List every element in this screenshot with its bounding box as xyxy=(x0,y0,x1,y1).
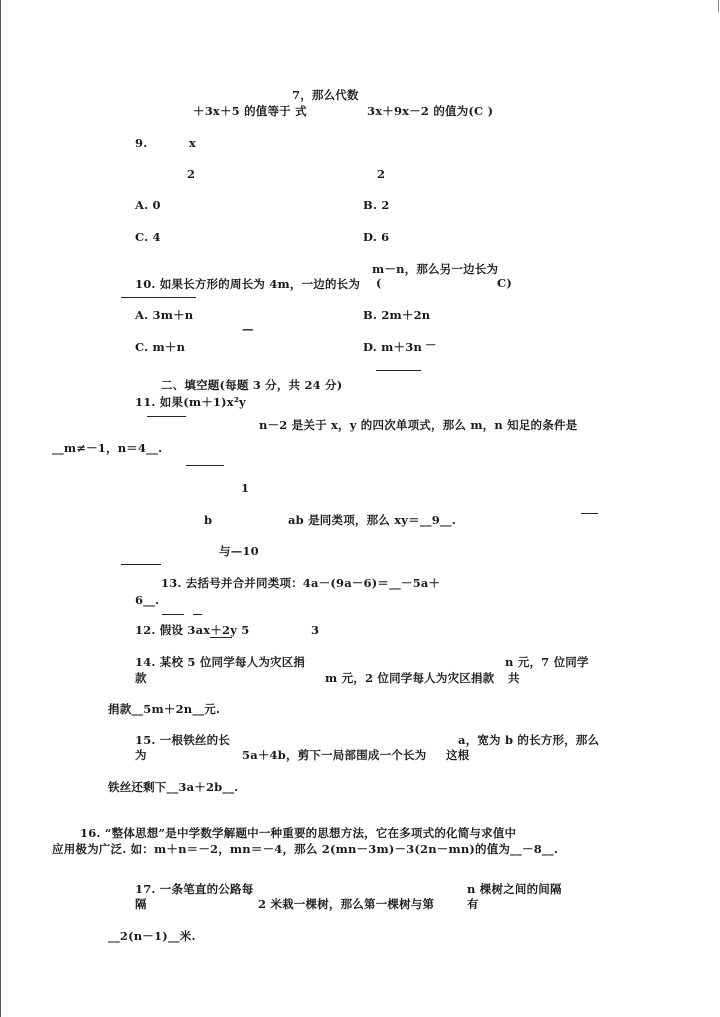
q14-line1-left: 14. 某校 5 位同学每人为灾区捐 xyxy=(135,655,306,669)
q10-top-fragment: m－n，那么另一边长为 xyxy=(372,262,499,276)
q10-dash-2: － xyxy=(425,338,437,352)
q9-two-left: 2 xyxy=(187,167,196,181)
q9-option-d: D. 6 xyxy=(363,230,390,244)
q10-option-b: B. 2m＋2n xyxy=(363,308,431,322)
q7-line2-left: ＋3x＋5 的值等于 式 xyxy=(193,104,307,118)
q12-three: 3 xyxy=(311,623,320,637)
q10-stem: 10. 如果长方形的周长为 4m，一边的长为 xyxy=(135,277,361,291)
q14-answer: 捐款__5m＋2n__元. xyxy=(108,702,221,716)
q10-paren-open: ( xyxy=(376,276,382,290)
q17-answer: __2(n－1)__米. xyxy=(108,929,196,943)
q17-line1-left: 17. 一条笔直的公路每 xyxy=(135,882,254,896)
q16-line1: 16. “整体思想”是中学数学解题中一种重要的思想方法，它在多项式的化简与求值中 xyxy=(80,826,517,840)
q12-dash-b xyxy=(193,614,202,615)
q11-continuation: n－2 是关于 x，y 的四次单项式，那么 m，n 知足的条件是 xyxy=(259,418,578,432)
q14-line2-c: 共 xyxy=(508,671,520,685)
q12-fraction-line-2 xyxy=(121,564,161,565)
q12-b: b xyxy=(204,513,213,527)
q9-option-c: C. 4 xyxy=(135,230,161,244)
q16-line2: 应用极为广泛. 如：m＋n＝－2，mn＝－4，那么 2(mn－3m)－3(2n－mn)的值为__－8__. xyxy=(52,842,559,856)
q12-one: 1 xyxy=(241,481,250,495)
q14-line2-b: m 元，2 位同学每人为灾区捐款 xyxy=(325,671,495,685)
q9-number: 9. xyxy=(135,136,148,150)
q10-fraction-line xyxy=(121,297,196,298)
q12-fraction-line-1 xyxy=(186,465,224,466)
q12-dash-a xyxy=(162,614,184,615)
section2-title: 二、填空题(每题 3 分，共 24 分) xyxy=(161,378,343,392)
q17-line2-a: 隔 xyxy=(135,897,147,911)
q8-line2-right: 3x＋9x－2 的值为(C ) xyxy=(367,104,494,118)
q10-answer: C) xyxy=(497,276,512,290)
q10-underline xyxy=(376,370,421,371)
q11-stem: 11. 如果(m＋1)x²y xyxy=(135,395,246,409)
q12-like-terms: ab 是同类项，那么 xy＝__9__. xyxy=(288,513,457,527)
q9-option-a: A. 0 xyxy=(135,198,161,212)
q15-line1-left: 15. 一根铁丝的长 xyxy=(135,733,231,747)
q15-line2-a: 为 xyxy=(135,748,147,762)
page-left-border xyxy=(0,0,1,1017)
q12-stem: 12. 假设 3ax＋2y 5 xyxy=(135,623,250,637)
q15-line2-c: 这根 xyxy=(446,748,470,762)
q12-yu-minus-ten: 与—10 xyxy=(219,544,259,558)
q15-line2-b: 5a＋4b，剪下一局部围成一个长为 xyxy=(242,748,427,762)
q10-option-d: D. m＋3n xyxy=(363,340,423,354)
q9-option-b: B. 2 xyxy=(363,198,390,212)
q9-x: x xyxy=(189,136,197,150)
page-right-border-mark xyxy=(718,0,719,12)
q14-line1-right: n 元，7 位同学 xyxy=(505,655,589,669)
q15-answer: 铁丝还剩下__3a＋2b__. xyxy=(108,780,239,794)
q10-dash-1: — xyxy=(242,322,254,336)
q15-line1-right: a，宽为 b 的长方形，那么 xyxy=(458,733,600,747)
q7-line1: 7，那么代数 xyxy=(292,88,359,102)
q10-option-c: C. m＋n xyxy=(135,340,186,354)
q12-right-dash xyxy=(581,513,598,514)
q17-line1-right: n 棵树之间的间隔 xyxy=(467,882,562,896)
q10-option-a: A. 3m＋n xyxy=(135,308,194,322)
q12-fraction-line-3 xyxy=(210,637,232,638)
q14-line2-a: 款 xyxy=(135,671,147,685)
q11-fraction-line xyxy=(147,416,186,417)
q11-answer: __m≠－1，n＝4__. xyxy=(52,441,163,455)
q17-line2-b: 2 米栽一棵树，那么第一棵树与第 xyxy=(258,897,435,911)
q13-stem: 13. 去括号并合并同类项：4a－(9a－6)＝__－5a＋ xyxy=(161,576,441,590)
q13-continuation: 6__. xyxy=(135,593,160,607)
q17-line2-c: 有 xyxy=(467,897,479,911)
q9-two-right: 2 xyxy=(377,167,386,181)
